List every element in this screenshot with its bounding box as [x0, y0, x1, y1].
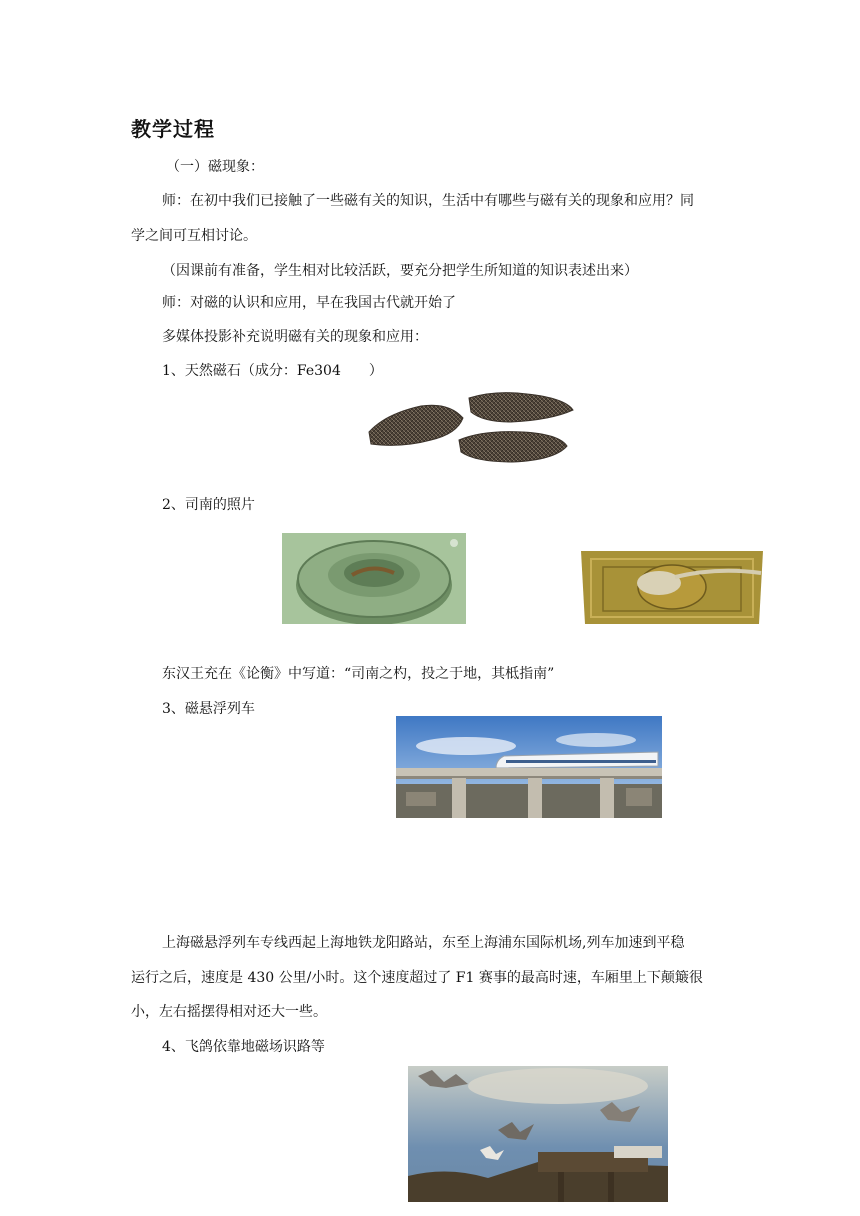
paragraph-line: 多媒体投影补充说明磁有关的现象和应用： [162, 329, 428, 345]
pigeons-image [408, 1066, 668, 1202]
magnetite-image [365, 388, 577, 468]
list-item: 4、飞鸽依靠地磁场识路等 [162, 1039, 325, 1055]
sinan-image-2 [577, 545, 767, 624]
maglev-image [396, 716, 662, 818]
paragraph-line: 师：对磁的认识和应用，早在我国古代就开始了 [162, 295, 456, 311]
list-item: 1、天然磁石（成分：Fe304 ） [162, 363, 383, 379]
note-line: （因课前有准备，学生相对比较活跃，要充分把学生所知道的知识表述出来） [162, 263, 638, 279]
section-heading: （一）磁现象： [166, 159, 264, 175]
paragraph-line: 师：在初中我们已接触了一些磁有关的知识，生活中有哪些与磁有关的现象和应用？同 [162, 193, 694, 209]
quote-line: 东汉王充在《论衡》中写道：“司南之杓，投之于地，其柢指南” [162, 666, 555, 682]
paragraph-line: 运行之后，速度是 430 公里/小时。这个速度超过了 F1 赛事的最高时速，车厢里上下颠簸很 [131, 970, 703, 986]
sinan-image-1 [282, 533, 466, 624]
list-item: 2、司南的照片 [162, 497, 255, 513]
page-title: 教学过程 [131, 117, 215, 141]
list-item: 3、磁悬浮列车 [162, 701, 255, 717]
paragraph-line: 上海磁悬浮列车专线西起上海地铁龙阳路站，东至上海浦东国际机场,列车加速到平稳 [162, 935, 685, 951]
paragraph-line: 小，左右摇摆得相对还大一些。 [131, 1004, 327, 1020]
paragraph-line: 学之间可互相讨论。 [131, 228, 257, 244]
